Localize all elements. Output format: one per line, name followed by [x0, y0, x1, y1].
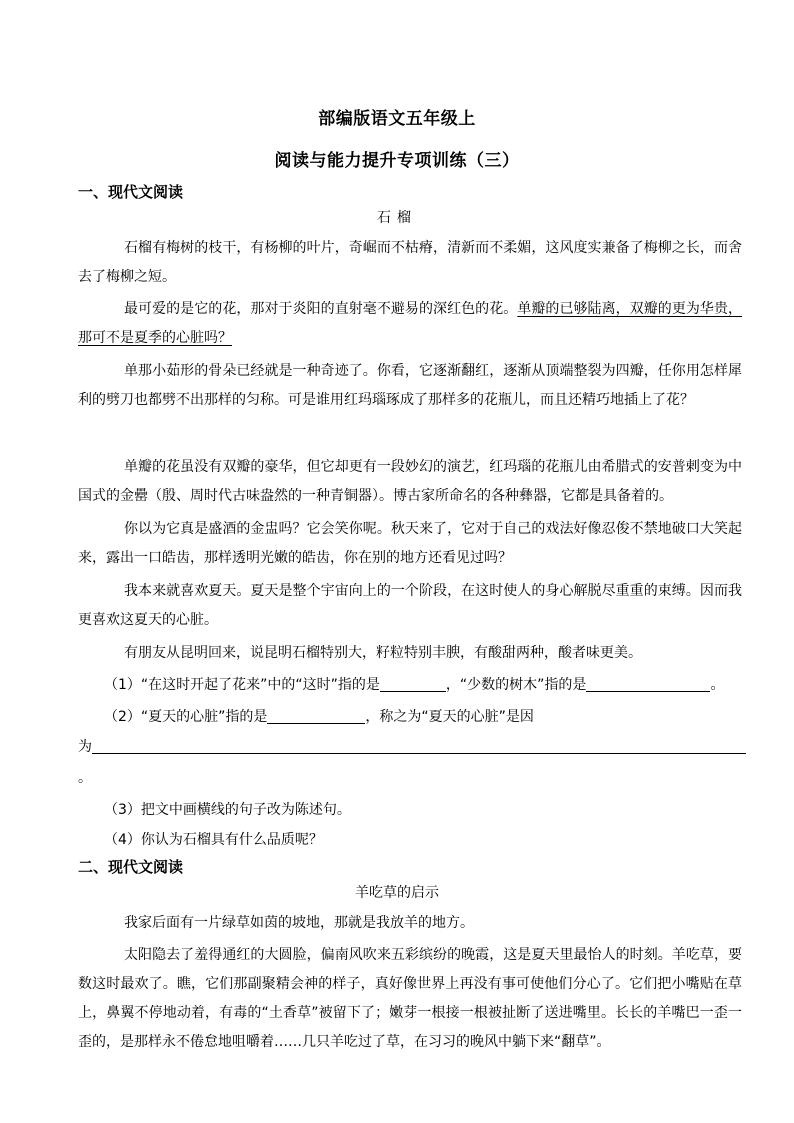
document-title: 部编版语文五年级上	[318, 109, 476, 129]
answer-blank[interactable]	[267, 707, 365, 724]
question-text: ，“少数的树木”指的是	[445, 677, 587, 693]
question-text: 为	[78, 739, 92, 755]
question-text: （2）“夏天的心脏”指的是	[104, 709, 268, 725]
paragraph: 我家后面有一片绿草如茵的坡地，那就是我放羊的地方。	[124, 915, 474, 931]
paragraph: 你以为它真是盛酒的金盅吗？它会笑你呢。秋天来了，它对于自己的戏法好像忍俊不禁地破口大笑起来，露出一口皓齿，那样透明光嫩的皓齿，你在别的地方还看见过吗？	[78, 521, 742, 566]
passage-title-1: 石榴	[377, 210, 417, 226]
question-text: ，称之为“夏天的心脏”是因	[365, 709, 534, 725]
paragraph: 石榴有梅树的枝干，有杨柳的叶片，奇崛而不枯瘠，清新而不柔媚，这风度实兼备了梅柳之长，而舍去了梅柳之短。	[78, 240, 742, 285]
question-1	[104, 671, 724, 700]
passage-title-2: 羊吃草的启示	[355, 885, 439, 901]
underlined-sentence: 单瓣的已够陆离，双瓣的更为华贵，那可不是夏季的心脏吗？	[78, 301, 743, 346]
paragraph: 太阳隐去了羞得通红的大圆脸，偏南风吹来五彩缤纷的晚霞，这是夏天里最怡人的时刻。羊吃草，要数这时最欢了。瞧，它们那副聚精会神的样子，真好像世界上再没有事可使他们分心了。它们把小嘴贴在草上，鼻翼不停地动着，有毒的“土香草”被留下了；嫩芽一根接一根被扯断了送进嘴里。长长的羊嘴巴一歪一歪的，是那样永不倦怠地咀嚼着……几只羊吃过了草，在习习的晚风中躺下来“翻草”。	[78, 947, 742, 1050]
paragraph: 有朋友从昆明回来，说昆明石榴特别大，籽粒特别丰腴，有酸甜两种，酸者味更美。	[124, 645, 642, 661]
document-subtitle: 阅读与能力提升专项训练（三）	[274, 151, 520, 171]
answer-blank[interactable]	[586, 675, 710, 692]
question-end-mark: 。	[78, 770, 92, 786]
paragraph: 单那小茹形的骨朵已经就是一种奇迹了。你看，它逐渐翻红，逐渐从顶端整裂为四瓣，任你用怎样犀利的劈刀也都劈不出那样的匀称。可是谁用红玛瑙琢成了那样多的花瓶儿，而且还精巧地插上了花？	[78, 363, 742, 408]
question-text: 。	[710, 677, 725, 693]
question-2-continued	[78, 733, 744, 762]
question-3: （3）把文中画横线的句子改为陈述句。	[104, 802, 351, 818]
answer-blank[interactable]	[380, 675, 446, 692]
section-heading-1: 一、现代文阅读	[78, 183, 184, 201]
paragraph-text: 最可爱的是它的花，那对于炎阳的直射毫不避易的深红色的花。	[124, 301, 518, 317]
paragraph: 我本来就喜欢夏天。夏天是整个宇宙向上的一个阶段，在这时使人的身心解脱尽重重的束缚。因而我更喜欢这夏天的心脏。	[78, 583, 742, 628]
paragraph: 单瓣的花虽没有双瓣的豪华，但它却更有一段妙幻的演艺，红玛瑙的花瓶儿由希腊式的安普剌变为中国式的金罍（殷、周时代古味盎然的一种青铜器）。博古家所命名的各种彝器，它都是具备着的。	[78, 459, 742, 504]
section-heading-2: 二、现代文阅读	[78, 858, 184, 876]
question-4: （4）你认为石榴具有什么品质呢？	[104, 832, 323, 848]
paragraph	[78, 295, 742, 353]
question-text: （1）“在这时开起了花来”中的“这时”指的是	[104, 677, 380, 693]
answer-blank[interactable]	[92, 737, 746, 754]
question-2	[104, 703, 534, 732]
